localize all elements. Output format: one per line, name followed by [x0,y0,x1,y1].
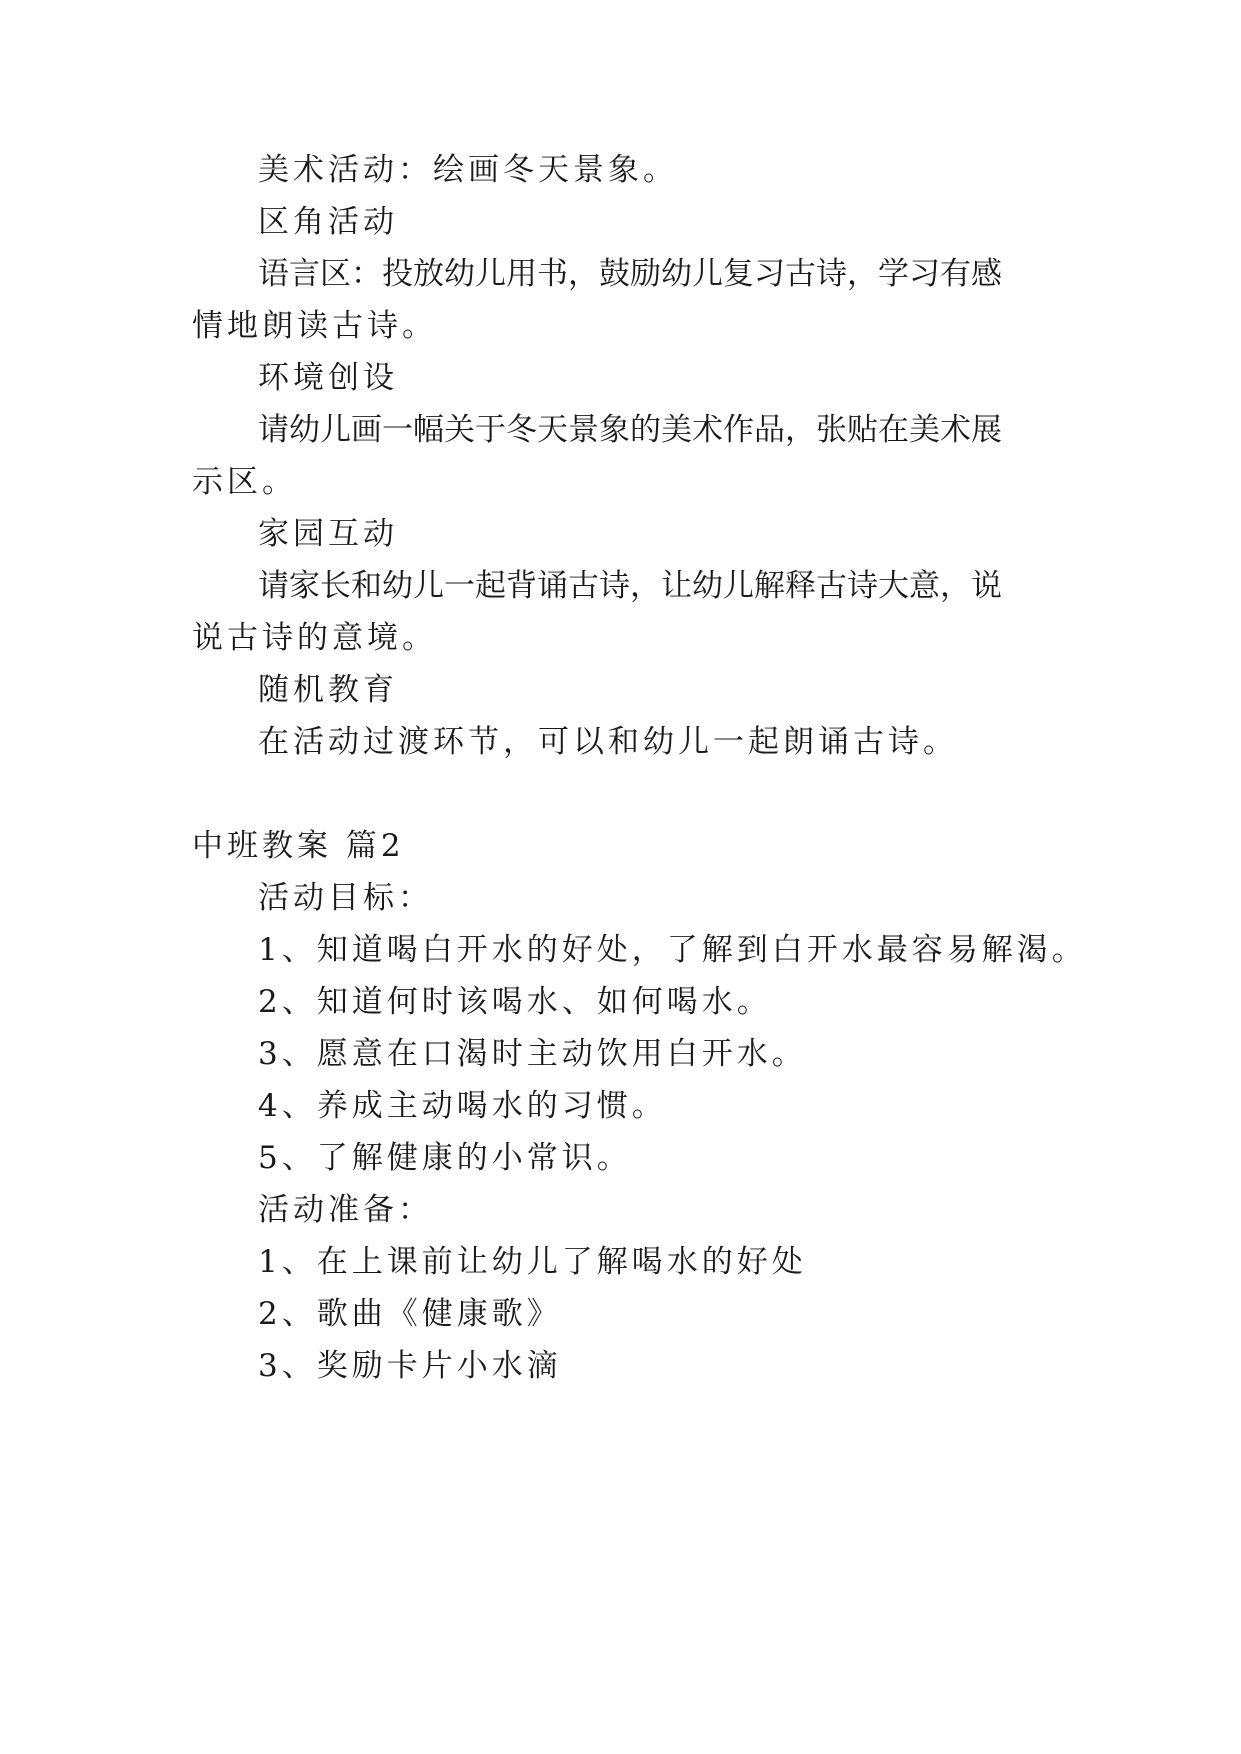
art-activity-line: 美术活动：绘画冬天景象。 [258,152,678,188]
random-education-heading: 随机教育 [258,672,398,708]
goal-item: 4、养成主动喝水的习惯。 [258,1088,667,1124]
goal-item: 3、愿意在口渴时主动饮用白开水。 [258,1036,807,1072]
random-education-line: 在活动过渡环节，可以和幼儿一起朗诵古诗。 [258,724,958,760]
home-interaction-heading: 家园互动 [258,516,398,552]
goals-heading: 活动目标： [258,880,433,916]
environment-heading: 环境创设 [258,360,398,396]
language-area-line-1: 语言区：投放幼儿用书，鼓励幼儿复习古诗，学习有感 [258,256,1002,292]
home-interaction-line-2: 说古诗的意境。 [192,620,437,656]
preparation-item: 3、奖励卡片小水滴 [258,1348,562,1384]
section-title: 中班教案 篇2 [192,828,405,864]
environment-line-2: 示区。 [192,464,297,500]
goal-item: 1、知道喝白开水的好处，了解到白开水最容易解渴。 [258,932,1087,968]
goal-item: 2、知道何时该喝水、如何喝水。 [258,984,772,1020]
preparation-heading: 活动准备： [258,1192,433,1228]
preparation-item: 1、在上课前让幼儿了解喝水的好处 [258,1244,807,1280]
home-interaction-line-1: 请家长和幼儿一起背诵古诗，让幼儿解释古诗大意，说 [258,568,1002,604]
environment-line-1: 请幼儿画一幅关于冬天景象的美术作品，张贴在美术展 [258,412,1002,448]
area-activity-heading: 区角活动 [258,204,398,240]
goal-item: 5、了解健康的小常识。 [258,1140,632,1176]
preparation-item: 2、歌曲《健康歌》 [258,1296,562,1332]
language-area-line-2: 情地朗读古诗。 [192,308,437,344]
